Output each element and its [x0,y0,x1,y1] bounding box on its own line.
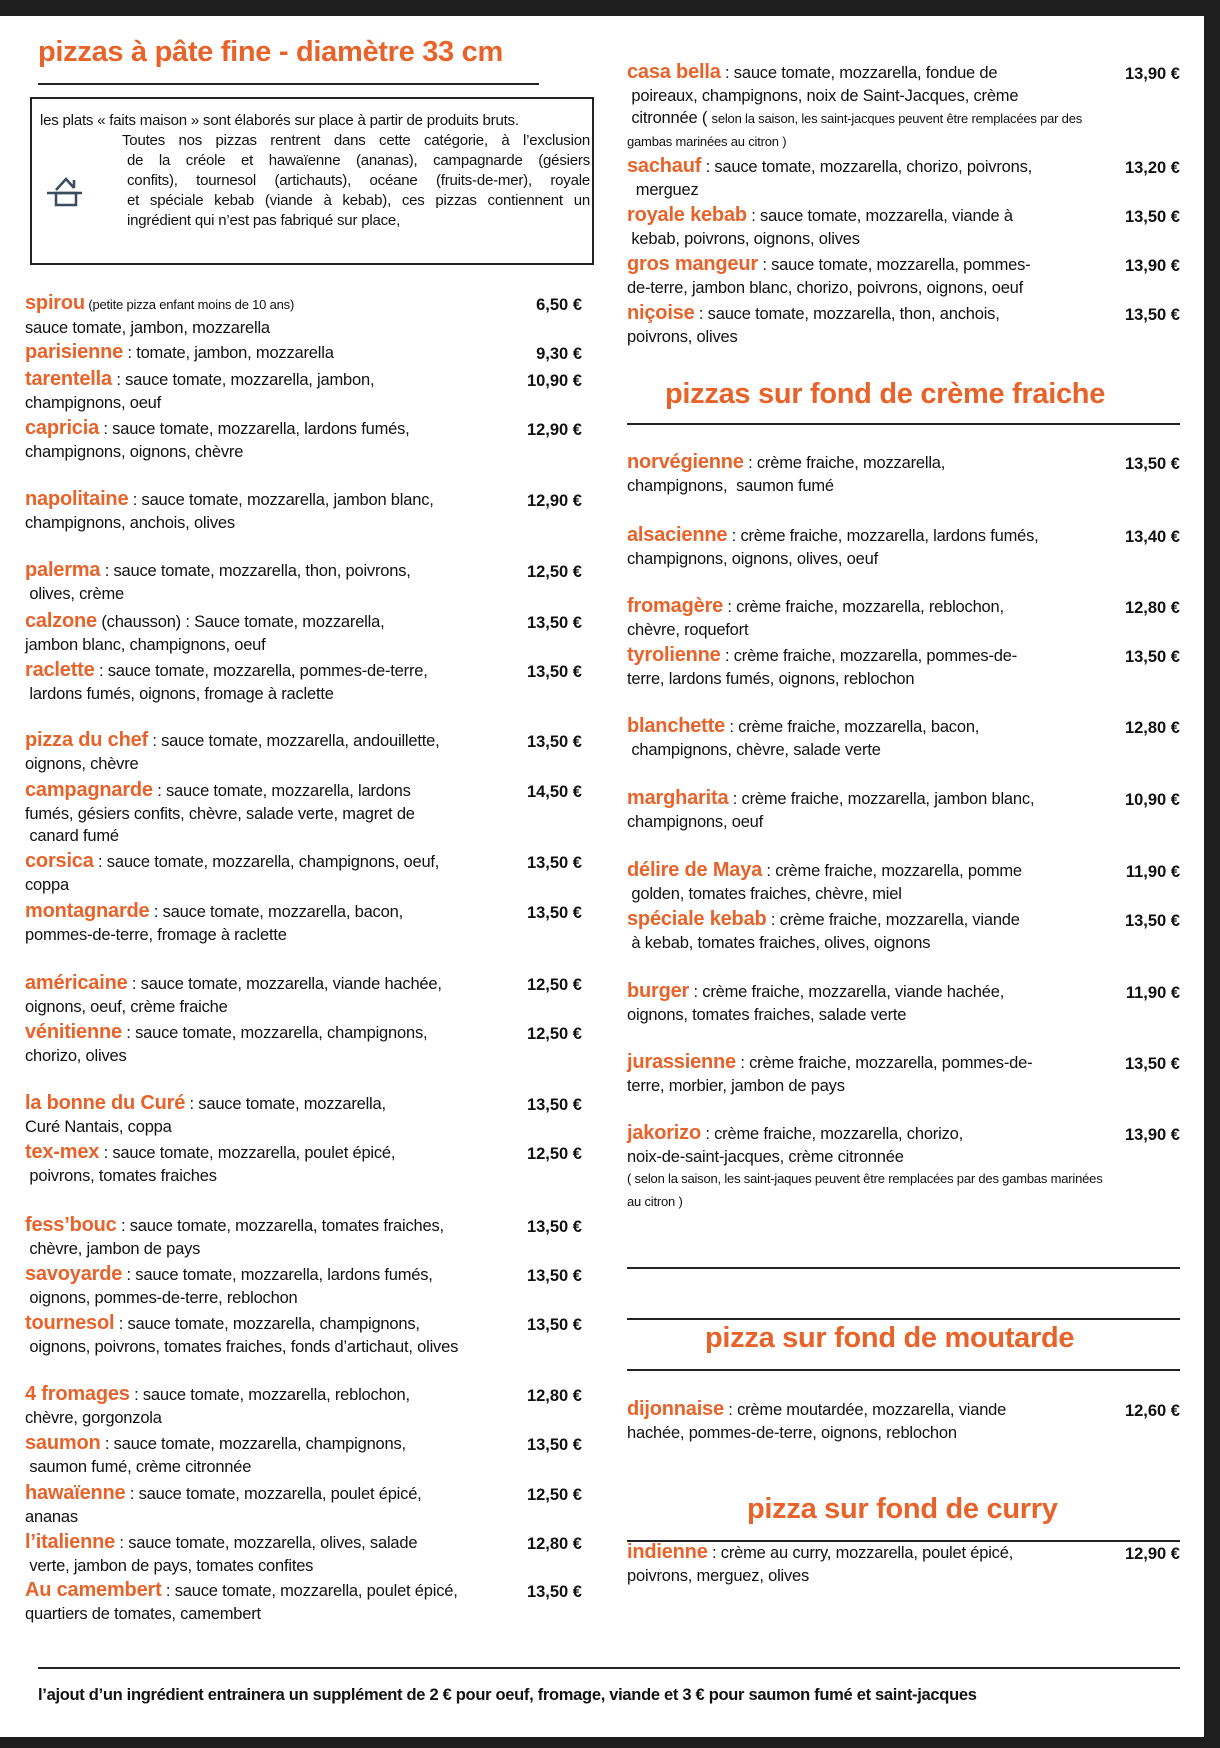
item-price: 10,90 € [1124,791,1180,809]
notice-line: Toutes nos pizzas rentrent dans cette catégorie, à l’exclusion [122,132,590,149]
item-ingredients: : sauce tomate, mozzarella, thon, poivrons, [100,562,411,580]
item-ingredients: : sauce tomate, mozzarella, lardons fumés, [99,420,410,438]
item-price: 12,50 € [526,1145,582,1163]
item-price: 11,90 € [1125,863,1180,881]
item-price: 13,90 € [1124,65,1180,83]
item-ingredients: oignons, tomates fraiches, salade verte [627,1005,907,1024]
menu-item [25,1021,427,1067]
item-price: 13,50 € [526,1096,582,1114]
item-ingredients: : sauce tomate, mozzarella, jambon, [111,371,375,389]
menu-item [25,1579,458,1625]
item-ingredients: : sauce tomate, mozzarella, viande à [746,207,1013,225]
item-ingredients: oignons, oeuf, crème fraiche [25,997,228,1016]
item-note: (petite pizza enfant moins de 10 ans) [84,297,295,312]
item-ingredients: ananas [25,1507,78,1526]
item-ingredients: champignons, anchois, olives [25,513,235,532]
menu-item [25,1141,395,1187]
item-ingredients: : sauce tomate, mozzarella, lardons fumés, [122,1266,433,1284]
heading-moutarde: pizza sur fond de moutarde [705,1322,1075,1354]
item-ingredients: oignons, chèvre [25,754,139,773]
item-name: montagnarde [25,900,150,922]
item-name: norvégienne [627,451,744,473]
item-ingredients: champignons, oeuf [25,393,162,412]
item-name: sachauf [627,155,702,177]
item-price: 13,50 € [1124,1055,1180,1073]
item-price: 13,50 € [1124,648,1180,666]
heading-creme: pizzas sur fond de crème fraiche [665,378,1106,410]
item-name: 4 fromages [25,1383,130,1405]
item-ingredients: : sauce tomate, mozzarella, champignons, [121,1024,428,1042]
item-note: au citron ) [627,1193,683,1209]
item-price: 13,50 € [526,1436,582,1454]
item-price: 13,50 € [526,733,582,751]
item-ingredients: verte, jambon de pays, tomates confites [25,1556,314,1575]
item-name: napolitaine [25,488,129,510]
item-name: pizza du chef [25,729,148,751]
item-name: margharita [627,787,729,809]
item-price: 12,50 € [526,976,582,994]
item-ingredients: champignons, saumon fumé [627,476,834,495]
item-ingredients: : sauce tomate, mozzarella, poulet épicé, [99,1144,396,1162]
item-ingredients: champignons, chèvre, salade verte [627,740,881,759]
item-name: royale kebab [627,204,747,226]
item-name: calzone [25,610,97,632]
menu-item [25,1214,444,1260]
menu-item [627,859,1022,905]
item-name: américaine [25,972,128,994]
item-price: 13,50 € [1124,912,1180,930]
item-ingredients: saumon fumé, crème citronnée [25,1457,252,1476]
item-name: dijonnaise [627,1398,724,1420]
item-price: 12,50 € [526,1025,582,1043]
menu-item [25,659,428,705]
item-ingredients: : crème fraiche, mozzarella, viande hachée, [689,983,1005,1001]
item-price: 12,80 € [526,1535,582,1553]
item-price: 13,50 € [526,854,582,872]
item-ingredients: lardons fumés, oignons, fromage à raclette [25,684,334,703]
item-price: 12,80 € [1124,599,1180,617]
item-ingredients: champignons, oignons, chèvre [25,442,244,461]
item-name: indienne [627,1541,708,1563]
item-price: 13,50 € [1124,455,1180,473]
item-ingredients: poivrons, olives [627,327,738,346]
item-ingredients: poivrons, merguez, olives [627,1566,810,1585]
item-name: niçoise [627,302,695,324]
item-price: 13,90 € [1124,257,1180,275]
item-ingredients: : sauce tomate, mozzarella, champignons, [114,1315,420,1333]
menu-item [25,368,374,414]
item-ingredients: : sauce tomate, mozzarella, tomates fraiches, [116,1217,444,1235]
item-name: tournesol [25,1312,115,1334]
item-ingredients: chèvre, roquefort [627,620,749,639]
item-price: 13,50 € [526,1316,582,1334]
item-price: 13,20 € [1124,159,1180,177]
notice-line: les plats « faits maison » sont élaborés sur place à partir de produits bruts. [40,112,519,129]
divider [627,1369,1180,1371]
item-ingredients: : crème fraiche, mozzarella, pomme [762,862,1022,880]
item-ingredients: chorizo, olives [25,1046,127,1065]
menu-item [627,61,1082,153]
menu-item [627,980,1004,1026]
item-ingredients: noix-de-saint-jacques, crème citronnée [627,1147,904,1166]
item-note: gambas marinées au citron ) [627,133,787,149]
menu-item [25,1383,410,1429]
item-ingredients: : sauce tomate, mozzarella, olives, salade [115,1534,418,1552]
item-ingredients: : crème fraiche, mozzarella, [743,454,946,472]
item-name: casa bella [627,61,721,83]
item-ingredients: champignons, oignons, olives, oeuf [627,549,878,568]
menu-item [627,595,1004,641]
item-name: burger [627,980,690,1002]
menu-item [25,341,334,365]
item-ingredients: : crème fraiche, mozzarella, pommes-de- [720,647,1018,665]
item-ingredients: champignons, oeuf [627,812,764,831]
menu-item [25,850,439,896]
item-name: spirou [25,292,85,314]
item-ingredients: : crème moutardée, mozzarella, viande [723,1401,1007,1419]
item-price: 13,40 € [1124,528,1180,546]
item-name: tyrolienne [627,644,721,666]
item-price: 13,50 € [526,904,582,922]
item-ingredients: chèvre, gorgonzola [25,1408,162,1427]
item-price: 12,50 € [526,563,582,581]
item-ingredients: : sauce tomate, mozzarella, lardons [152,782,411,800]
item-price: 13,50 € [526,1218,582,1236]
menu-item [25,779,415,848]
item-ingredients: hachée, pommes-de-terre, oignons, reblochon [627,1423,957,1442]
item-price: 12,60 € [1124,1402,1180,1420]
item-name: parisienne [25,341,124,363]
menu-item [25,1263,433,1309]
item-ingredients: : crème fraiche, mozzarella, lardons fumés, [727,527,1039,545]
menu-item [627,451,945,497]
item-price: 11,90 € [1125,984,1180,1002]
item-ingredients: : sauce tomate, mozzarella, bacon, [149,903,403,921]
item-name: capricia [25,417,100,439]
item-name: spéciale kebab [627,908,767,930]
item-name: tex-mex [25,1141,100,1163]
item-ingredients: poivrons, tomates fraiches [25,1166,217,1185]
menu-item [627,1541,1013,1587]
item-price: 13,50 € [526,1267,582,1285]
item-name: savoyarde [25,1263,123,1285]
item-ingredients: à kebab, tomates fraiches, olives, oignons [627,933,931,952]
menu-item [627,644,1017,690]
item-ingredients: : sauce tomate, mozzarella, pommes-de-terre, [94,662,428,680]
item-price: 12,80 € [526,1387,582,1405]
item-name: alsacienne [627,524,728,546]
menu-item [627,155,1032,201]
item-ingredients: : sauce tomate, mozzarella, fondue de [720,64,998,82]
item-ingredients: olives, crème [25,584,124,603]
menu-item [627,715,979,761]
item-ingredients: : sauce tomate, mozzarella, thon, anchois, [694,305,1000,323]
item-ingredients: : sauce tomate, mozzarella, reblochon, [129,1386,410,1404]
menu-item [627,253,1030,299]
item-price: 13,50 € [1124,306,1180,324]
item-ingredients: : sauce tomate, mozzarella, poulet épicé, [125,1485,422,1503]
item-note: ( selon la saison, les saint-jaques peuvent être remplacées par des gambas marinées [627,1171,1103,1186]
item-ingredients: sauce tomate, jambon, mozzarella [25,318,270,337]
menu-item [627,1398,1006,1444]
item-name: corsica [25,850,94,872]
item-ingredients: quartiers de tomates, camembert [25,1604,261,1623]
menu-item [25,1432,406,1478]
divider [38,1667,1180,1669]
item-ingredients: citronnée ( [627,109,712,127]
item-name: la bonne du Curé [25,1092,186,1114]
item-ingredients: : crème au curry, mozzarella, poulet épicé, [707,1544,1014,1562]
item-ingredients: golden, tomates fraiches, chèvre, miel [627,884,902,903]
item-price: 9,30 € [536,345,582,363]
divider [627,1318,1180,1320]
item-price: 13,90 € [1124,1126,1180,1144]
item-ingredients: oignons, pommes-de-terre, reblochon [25,1288,298,1307]
menu-item [25,729,439,775]
item-name: vénitienne [25,1021,122,1043]
item-price: 12,90 € [1124,1545,1180,1563]
item-ingredients: : crème fraiche, mozzarella, jambon blanc, [728,790,1035,808]
menu-item [25,1312,458,1358]
item-name: gros mangeur [627,253,758,275]
menu-item [25,292,294,339]
item-name: tarentella [25,368,112,390]
item-ingredients: : sauce tomate, mozzarella, viande hachée, [127,975,442,993]
menu-item [627,908,1020,954]
item-ingredients: terre, lardons fumés, oignons, reblochon [627,669,915,688]
item-note: selon la saison, les saint-jacques peuvent être remplacées par des [711,111,1083,126]
item-ingredients: : crème fraiche, mozzarella, viande [766,911,1020,929]
menu-item [25,1482,422,1528]
item-name: fess’bouc [25,1214,117,1236]
notice-line: ingrédient qui n’est pas fabriqué sur place, [127,212,401,229]
heading-curry: pizza sur fond de curry [747,1493,1058,1525]
item-ingredients: : sauce tomate, mozzarella, champignons, [100,1435,406,1453]
item-price: 13,50 € [526,614,582,632]
item-price: 13,50 € [1124,208,1180,226]
item-ingredients: fumés, gésiers confits, chèvre, salade verte, magret de [25,804,415,823]
item-ingredients: poireaux, champignons, noix de Saint-Jacques, crème [627,86,1019,105]
menu-item [627,204,1013,250]
menu-item [25,972,442,1018]
divider [627,1267,1180,1269]
item-ingredients: : crème fraiche, mozzarella, chorizo, [700,1125,963,1143]
item-ingredients: de-terre, jambon blanc, chorizo, poivrons, oignons, oeuf [627,278,1024,297]
item-ingredients: : sauce tomate, mozzarella, [185,1095,386,1113]
item-price: 12,90 € [526,492,582,510]
menu-item [25,488,434,534]
item-ingredients: (chausson) : Sauce tomate, mozzarella, [96,613,385,631]
menu-item [25,1092,386,1138]
divider [38,83,539,85]
item-ingredients: : crème fraiche, mozzarella, reblochon, [723,598,1004,616]
item-ingredients: oignons, poivrons, tomates fraiches, fonds d’artichaut, olives [25,1337,459,1356]
item-ingredients: : crème fraiche, mozzarella, bacon, [725,718,980,736]
homemade-notice [30,97,594,265]
item-ingredients: terre, morbier, jambon de pays [627,1076,845,1095]
item-price: 14,50 € [526,783,582,801]
item-ingredients: : sauce tomate, mozzarella, champignons, oeuf, [93,853,440,871]
notice-line: et spéciale kebab (viande à kebab), ces pizzas contiennent un [127,192,590,209]
menu-item [25,417,410,463]
item-price: 12,90 € [526,421,582,439]
item-name: délire de Maya [627,859,763,881]
notice-line: confits), tournesol (artichauts), océane (fruits-de-mer), royale [127,172,590,189]
item-ingredients: kebab, poivrons, oignons, olives [627,229,860,248]
heading-thin-crust: pizzas à pâte fine - diamètre 33 cm [38,36,503,68]
menu-item [25,610,384,656]
item-price: 6,50 € [536,296,582,314]
item-price: 13,50 € [526,1583,582,1601]
item-ingredients: canard fumé [25,827,119,845]
item-name: saumon [25,1432,101,1454]
item-name: jakorizo [627,1122,701,1144]
item-price: 13,50 € [526,663,582,681]
item-ingredients: merguez [627,180,699,199]
menu-page [0,16,1204,1737]
homemade-house-icon [46,174,86,210]
item-name: hawaïenne [25,1482,126,1504]
menu-item [627,524,1039,570]
item-ingredients: pommes-de-terre, fromage à raclette [25,925,287,944]
menu-item [25,559,411,605]
menu-item [25,900,403,946]
notice-line: de la créole et hawaïenne (ananas), campagnarde (gésiers [127,152,590,169]
item-ingredients: Curé Nantais, coppa [25,1117,172,1136]
item-ingredients: : crème fraiche, mozzarella, pommes-de- [735,1054,1033,1072]
item-name: l’italienne [25,1531,116,1553]
item-name: fromagère [627,595,724,617]
item-ingredients: chèvre, jambon de pays [25,1239,201,1258]
item-name: jurassienne [627,1051,736,1073]
item-ingredients: : sauce tomate, mozzarella, pommes- [757,256,1031,274]
menu-item [627,302,1000,348]
item-name: campagnarde [25,779,153,801]
item-ingredients: : sauce tomate, mozzarella, poulet épicé, [161,1582,458,1600]
item-ingredients: coppa [25,875,69,894]
item-price: 10,90 € [526,372,582,390]
item-ingredients: : sauce tomate, mozzarella, jambon blanc, [128,491,434,509]
item-name: blanchette [627,715,726,737]
item-ingredients: : sauce tomate, mozzarella, andouillette, [147,732,440,750]
item-name: raclette [25,659,95,681]
item-price: 12,50 € [526,1486,582,1504]
menu-item [627,787,1034,833]
item-name: Au camembert [25,1579,162,1601]
menu-item [25,1531,417,1577]
divider [627,423,1180,425]
item-price: 12,80 € [1124,719,1180,737]
item-ingredients: : tomate, jambon, mozzarella [123,344,334,362]
supplement-note: l’ajout d’un ingrédient entrainera un supplément de 2 € pour oeuf, fromage, viande et 3 € pour saumon fumé et saint-jacques [38,1686,977,1704]
item-name: palerma [25,559,101,581]
item-ingredients: : sauce tomate, mozzarella, chorizo, poivrons, [701,158,1033,176]
menu-item [627,1051,1032,1097]
menu-item [627,1122,1103,1213]
item-ingredients: jambon blanc, champignons, oeuf [25,635,266,654]
